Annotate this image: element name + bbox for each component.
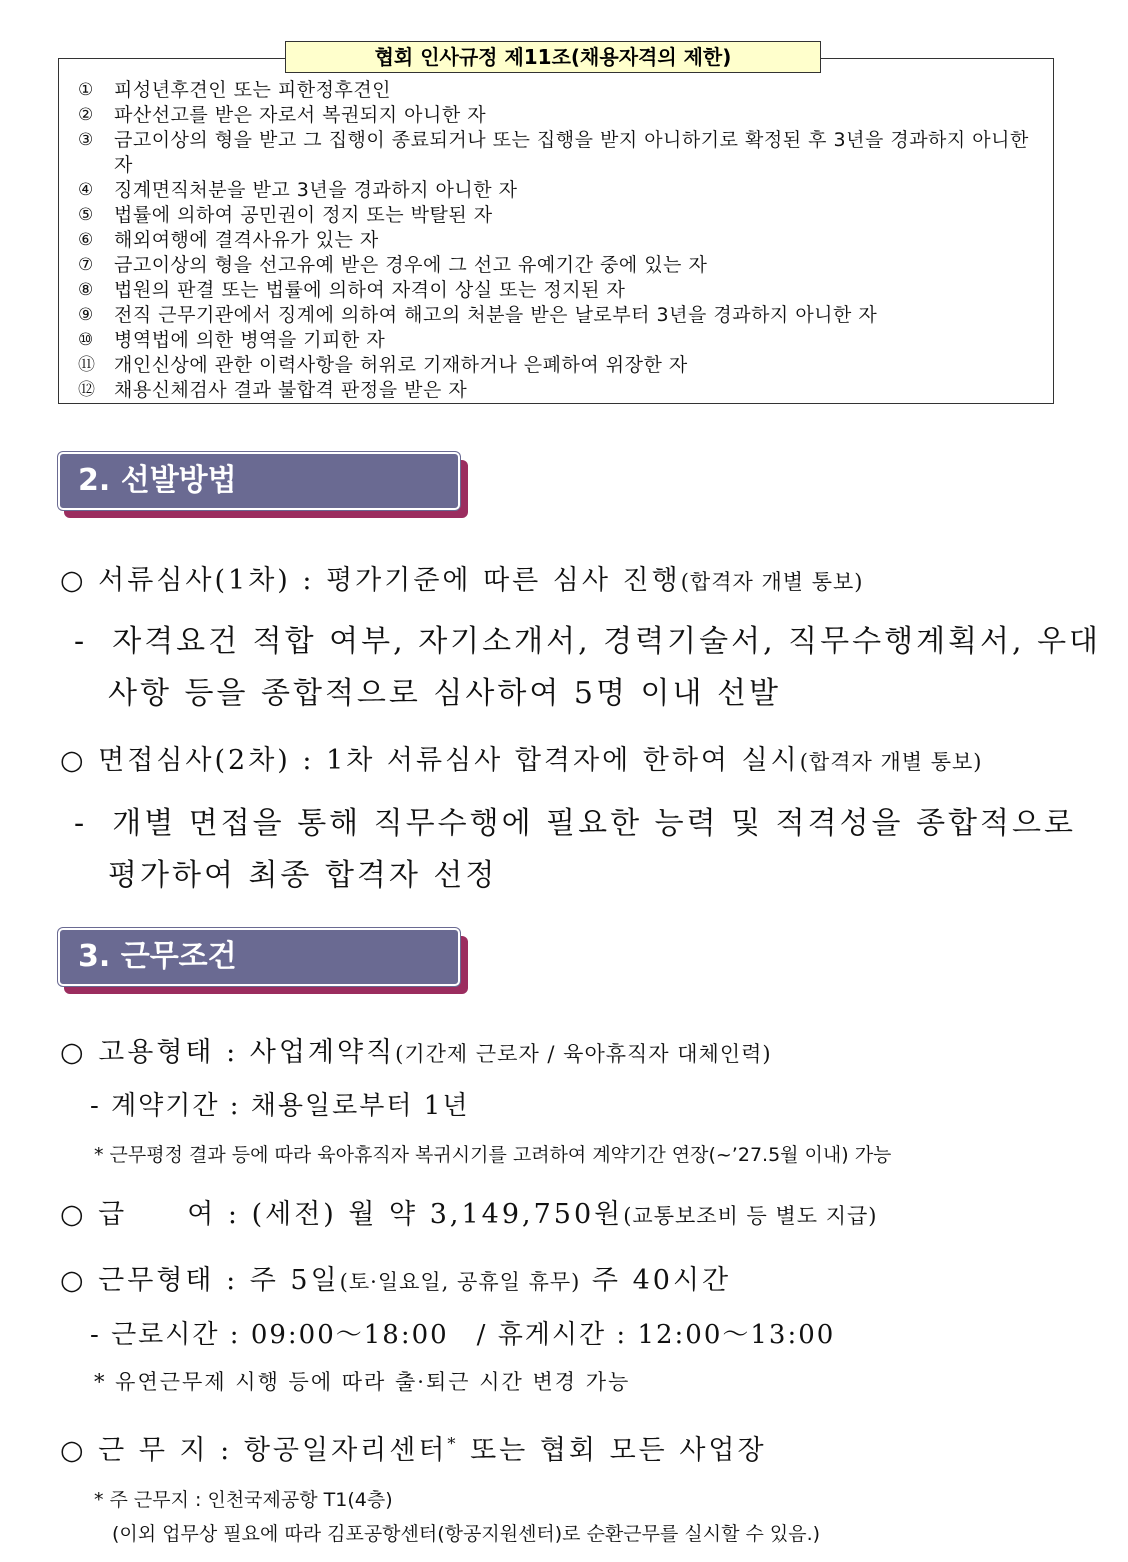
interview-detail-text: 개별 면접을 통해 직무수행에 필요한 능력 및 적격성을 종합적으로 bbox=[112, 806, 1076, 841]
work-type-note: (토·일요일, 공휴일 휴무) bbox=[339, 1270, 581, 1294]
employment-line bbox=[60, 1030, 772, 1069]
item-text: 법원의 판결 또는 법률에 의하여 자격이 상실 또는 정지된 자 bbox=[114, 279, 626, 301]
regulation-item bbox=[78, 178, 1048, 203]
regulation-item bbox=[78, 203, 1048, 228]
work-type-text: 근무형태 : 주 5일 bbox=[98, 1265, 340, 1296]
employment-text: 고용형태 : 사업계약직 bbox=[98, 1037, 396, 1068]
hours-line bbox=[90, 1314, 835, 1351]
doc-review-note: (합격자 개별 통보) bbox=[680, 570, 864, 594]
regulation-list bbox=[78, 78, 1048, 403]
regulation-item bbox=[78, 253, 1048, 278]
contract-line bbox=[90, 1085, 469, 1122]
item-number: ⑤ bbox=[78, 205, 94, 225]
item-number: ⑪ bbox=[78, 355, 96, 375]
bullet-icon: ○ bbox=[60, 1435, 87, 1466]
location-line bbox=[60, 1428, 767, 1467]
regulation-item bbox=[78, 228, 1048, 253]
section-title: 3. 근무조건 bbox=[78, 939, 237, 974]
item-number: ⑫ bbox=[78, 380, 96, 400]
regulation-item bbox=[78, 353, 1048, 378]
interview-detail-line2: 평가하여 최종 합격자 선정 bbox=[108, 858, 498, 893]
interview-detail-line1 bbox=[74, 798, 1076, 842]
dash-icon: - bbox=[74, 624, 88, 659]
regulation-item bbox=[78, 103, 1048, 128]
item-text: 병역법에 의한 병역을 기피한 자 bbox=[114, 329, 386, 351]
doc-review-text: 서류심사(1차) : 평가기준에 따른 심사 진행 bbox=[98, 565, 681, 596]
item-number: ⑧ bbox=[78, 280, 94, 300]
doc-detail-line2: 사항 등을 종합적으로 심사하여 5명 이내 선발 bbox=[108, 676, 781, 711]
interview-line bbox=[60, 738, 982, 777]
item-number: ④ bbox=[78, 180, 94, 200]
item-number: ⑦ bbox=[78, 255, 94, 275]
salary-note: (교통보조비 등 별도 지급) bbox=[623, 1204, 878, 1228]
item-text: 금고이상의 형을 받고 그 집행이 종료되거나 또는 집행을 받지 아니하기로 확정된 후 3년을 경과하지 아니한 자 bbox=[114, 129, 1029, 176]
regulation-item bbox=[78, 78, 1048, 103]
item-text: 피성년후견인 또는 피한정후견인 bbox=[114, 79, 392, 101]
regulation-item bbox=[78, 303, 1048, 328]
location-note-main: * 주 근무지 : 인천국제공항 T1(4층) bbox=[94, 1489, 393, 1511]
salary-line bbox=[60, 1192, 878, 1231]
interview-text: 면접심사(2차) : 1차 서류심사 합격자에 한하여 실시 bbox=[98, 745, 800, 776]
item-number: ① bbox=[78, 80, 94, 100]
item-number: ⑥ bbox=[78, 230, 94, 250]
location-text: 근 무 지 : 항공일자리센터 bbox=[98, 1435, 448, 1466]
regulation-item bbox=[78, 128, 1048, 178]
item-text: 파산선고를 받은 자로서 복권되지 아니한 자 bbox=[114, 104, 487, 126]
item-text: 개인신상에 관한 이력사항을 허위로 기재하거나 은폐하여 위장한 자 bbox=[114, 354, 688, 376]
hours-note: * 유연근무제 시행 등에 따라 출·퇴근 시간 변경 가능 bbox=[94, 1370, 631, 1394]
bullet-icon: ○ bbox=[60, 1199, 87, 1230]
item-text: 전직 근무기관에서 징계에 의하여 해고의 처분을 받은 날로부터 3년을 경과하지 아니한 자 bbox=[114, 304, 878, 326]
work-type-hours: 주 40시간 bbox=[580, 1265, 732, 1296]
item-text: 해외여행에 결격사유가 있는 자 bbox=[114, 229, 379, 251]
contract-text: 계약기간 : 채용일로부터 1년 bbox=[111, 1091, 470, 1121]
section-title: 2. 선발방법 bbox=[78, 463, 237, 498]
location-text-b: 또는 협회 모든 사업장 bbox=[458, 1435, 767, 1466]
item-text: 법률에 의하여 공민권이 정지 또는 박탈된 자 bbox=[114, 204, 493, 226]
item-number: ⑨ bbox=[78, 305, 94, 325]
item-number: ⑩ bbox=[78, 330, 94, 350]
bullet-icon: ○ bbox=[60, 745, 87, 776]
bullet-icon: ○ bbox=[60, 1265, 87, 1296]
item-number: ② bbox=[78, 105, 94, 125]
dash-icon: - bbox=[74, 806, 88, 841]
hours-text: 근로시간 : 09:00～18:00 / 휴게시간 : 12:00～13:00 bbox=[111, 1320, 836, 1350]
doc-review-line bbox=[60, 558, 863, 597]
doc-detail-text: 자격요건 적합 여부, 자기소개서, 경력기술서, 직무수행계획서, 우대 bbox=[112, 624, 1102, 659]
item-text: 채용신체검사 결과 불합격 판정을 받은 자 bbox=[114, 379, 468, 401]
regulation-item bbox=[78, 328, 1048, 353]
employment-note: (기간제 근로자 / 육아휴직자 대체인력) bbox=[395, 1042, 772, 1066]
dash-icon: - bbox=[90, 1320, 101, 1350]
location-note-extra: (이외 업무상 필요에 따라 김포공항센터(항공지원센터)로 순환근무를 실시할 수 있음.) bbox=[112, 1523, 821, 1545]
item-text: 금고이상의 형을 선고유예 받은 경우에 그 선고 유예기간 중에 있는 자 bbox=[114, 254, 708, 276]
salary-text: 급 여 : (세전) 월 약 3,149,750원 bbox=[98, 1199, 624, 1230]
regulation-item bbox=[78, 278, 1048, 303]
regulation-title: 협회 인사규정 제11조(채용자격의 제한) bbox=[285, 41, 821, 73]
doc-detail-line1 bbox=[74, 616, 1101, 660]
work-type-line bbox=[60, 1258, 731, 1297]
bullet-icon: ○ bbox=[60, 1037, 87, 1068]
section-header-conditions bbox=[58, 928, 468, 996]
section-header-selection bbox=[58, 452, 468, 520]
dash-icon: - bbox=[90, 1091, 101, 1121]
footnote-mark: * bbox=[447, 1434, 459, 1453]
item-number: ③ bbox=[78, 130, 94, 150]
bullet-icon: ○ bbox=[60, 565, 87, 596]
contract-note: * 근무평정 결과 등에 따라 육아휴직자 복귀시기를 고려하여 계약기간 연장(~’27.5월 이내) 가능 bbox=[94, 1144, 892, 1166]
item-text: 징계면직처분을 받고 3년을 경과하지 아니한 자 bbox=[114, 179, 518, 201]
regulation-item bbox=[78, 378, 1048, 403]
interview-note: (합격자 개별 통보) bbox=[799, 750, 983, 774]
